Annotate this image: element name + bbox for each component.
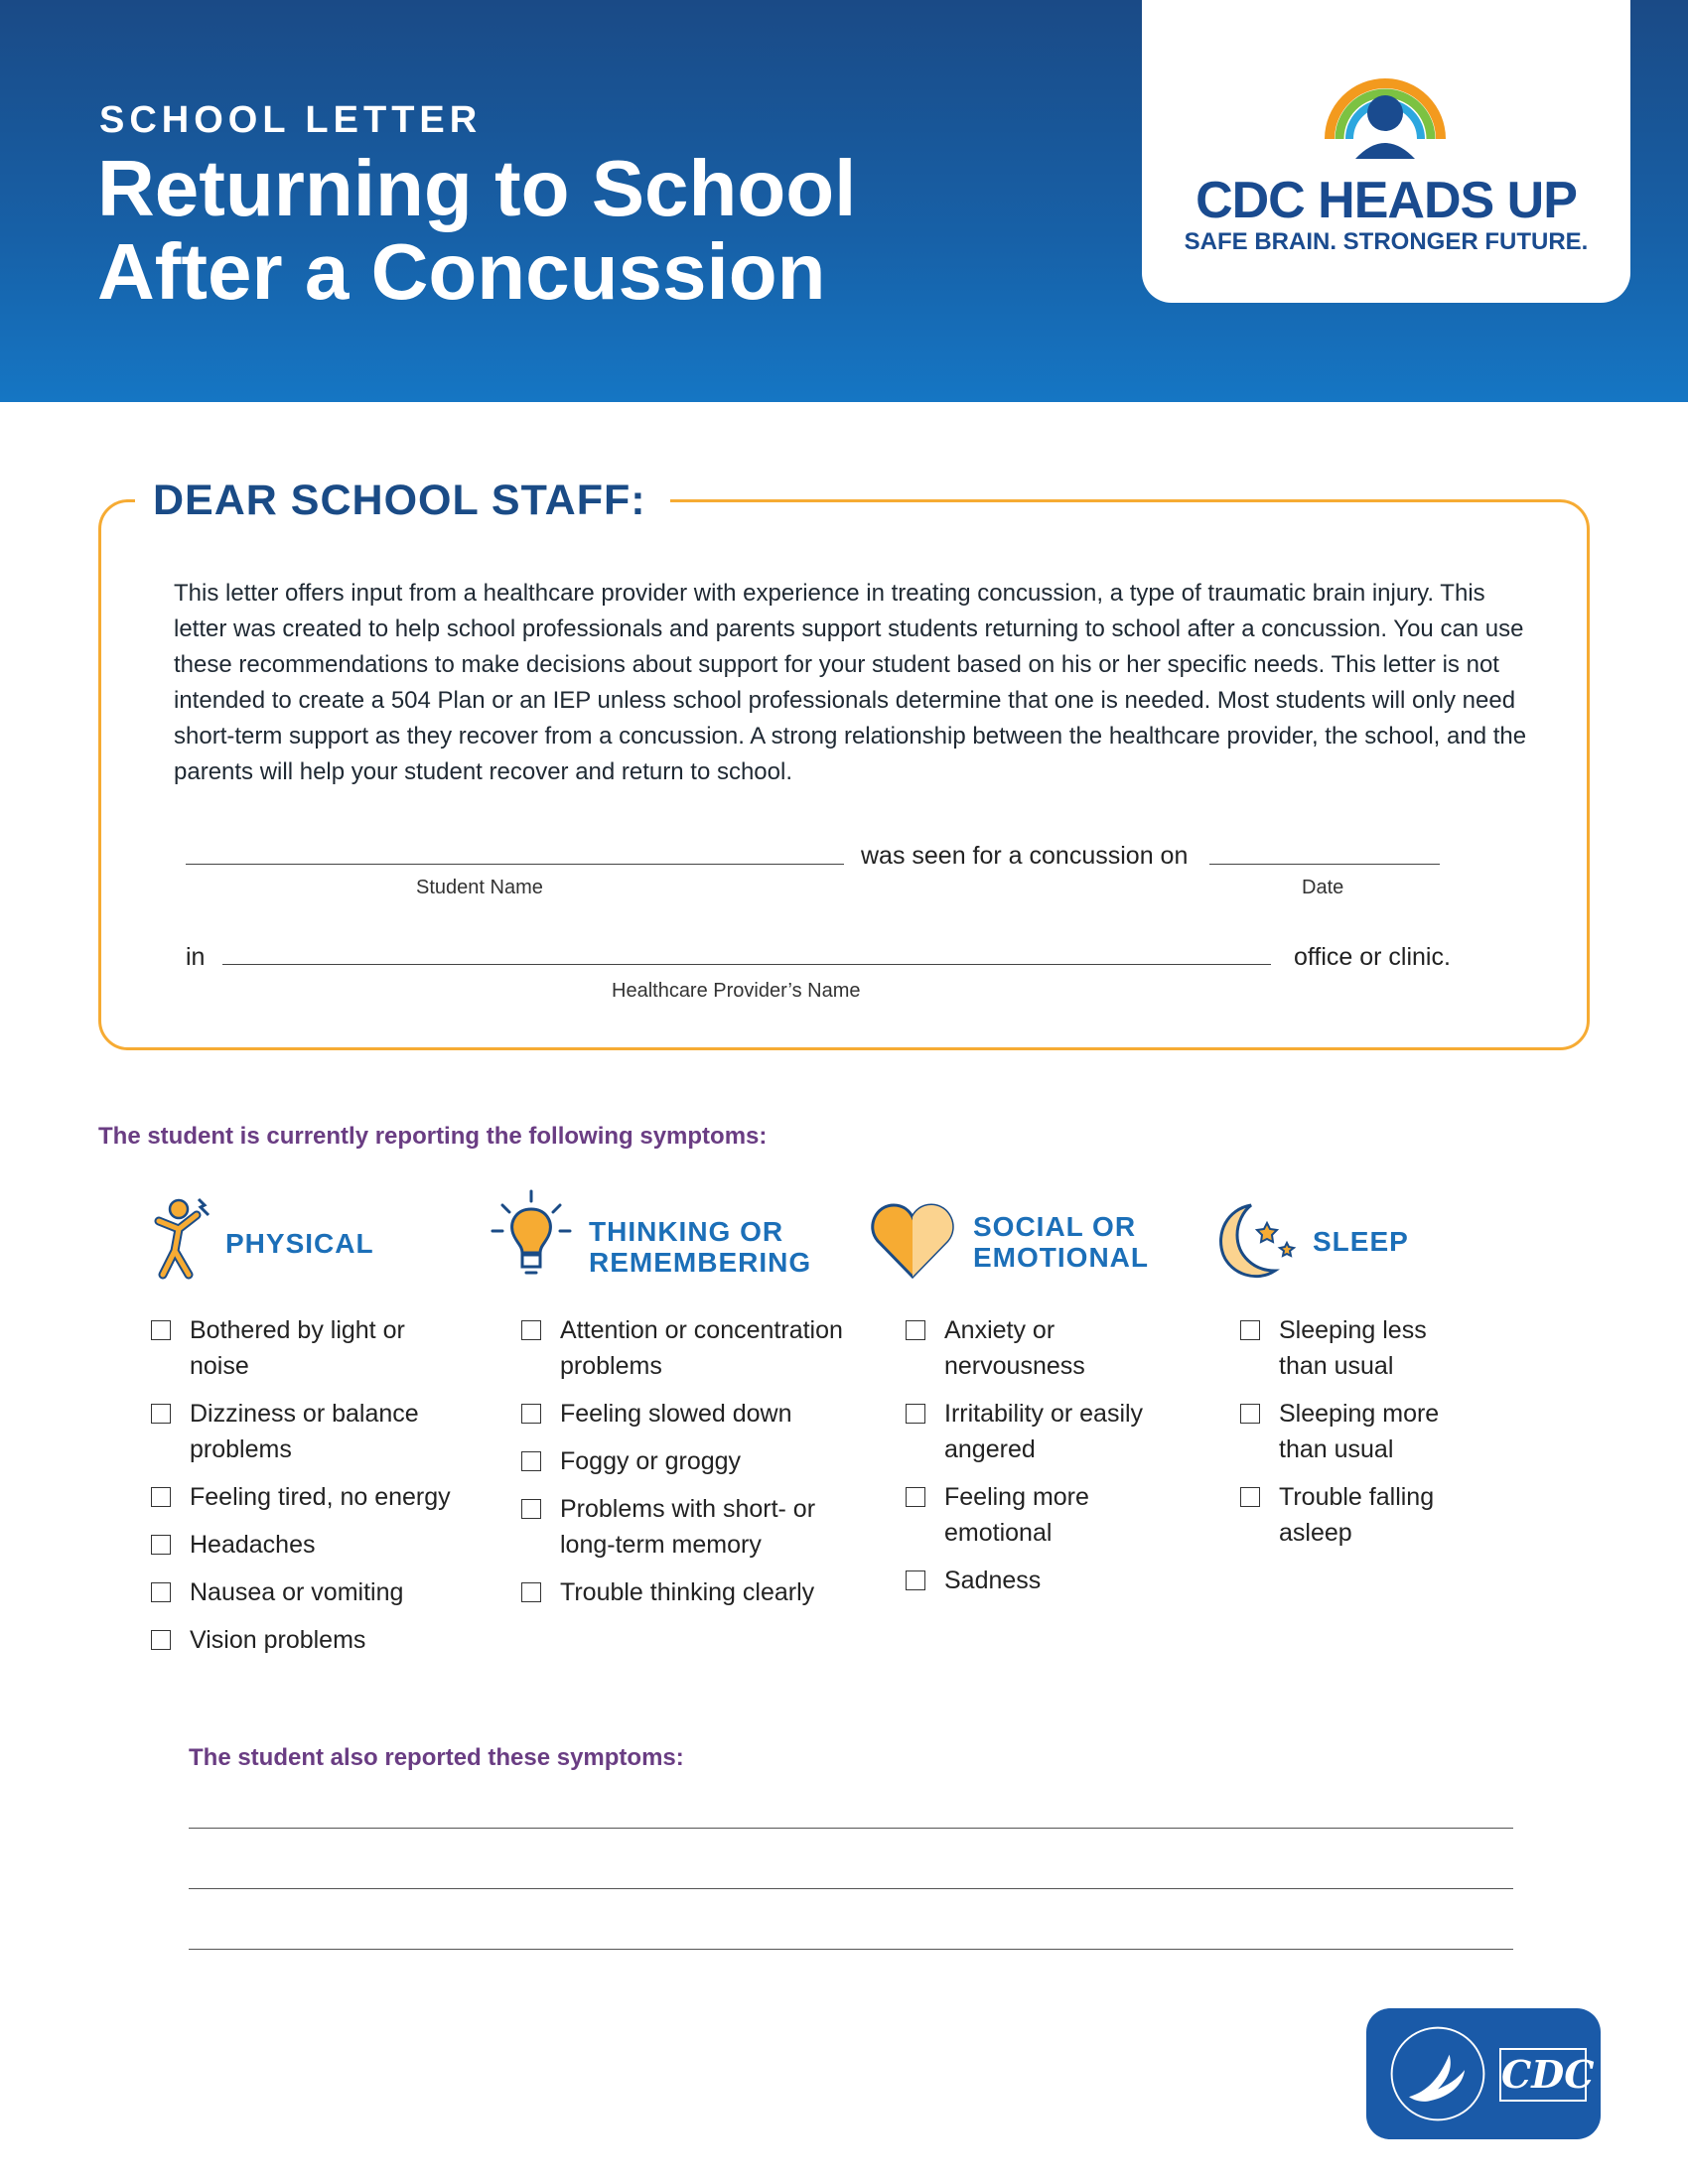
- checklist-item[interactable]: Sleeping less than usual: [1240, 1312, 1538, 1384]
- checkbox[interactable]: [521, 1320, 541, 1340]
- also-reported-heading: The student also reported these symptoms:: [189, 1744, 684, 1771]
- checkbox[interactable]: [906, 1404, 925, 1424]
- heart-icon: [868, 1195, 957, 1285]
- document-title: Returning to School After a Concussion: [97, 144, 857, 316]
- checklist-item[interactable]: Feeling slowed down: [521, 1396, 849, 1432]
- checklist-item[interactable]: Trouble thinking clearly: [521, 1574, 849, 1610]
- symptoms-intro: The student is currently reporting the following symptoms:: [98, 1123, 768, 1150]
- checklist-item[interactable]: Sleeping more than usual: [1240, 1396, 1538, 1467]
- logo-name: CDC HEADS UP: [1196, 172, 1577, 229]
- checklist-item[interactable]: Dizziness or balance problems: [151, 1396, 479, 1467]
- seen-text: was seen for a concussion on: [861, 842, 1189, 870]
- checkbox[interactable]: [151, 1582, 171, 1602]
- social-title: SOCIAL OR EMOTIONAL: [973, 1211, 1149, 1273]
- checkbox[interactable]: [151, 1404, 171, 1424]
- office-text: office or clinic.: [1294, 943, 1451, 971]
- checkbox[interactable]: [906, 1487, 925, 1507]
- provider-name-field[interactable]: [222, 964, 1271, 965]
- thinking-title: THINKING OR REMEMBERING: [589, 1216, 812, 1278]
- checklist-item[interactable]: Feeling more emotional: [906, 1479, 1223, 1551]
- checklist-item[interactable]: Bothered by light or noise: [151, 1312, 479, 1384]
- moon-stars-icon: [1209, 1197, 1299, 1287]
- lightbulb-icon: [487, 1187, 576, 1277]
- staff-letter-body: This letter offers input from a healthcare provider with experience in treating concussion, a type of traumatic brain injury. This letter was created to help school professionals and parents support students returning to school after a concussion. You can use these recommendations to make decisions about support for your student based on his or her specific needs. This letter is not intended to create a 504 Plan or an IEP unless school professionals determine that one is needed. Most students will only need short-term support as they recover from a concussion. A strong relationship between the healthcare provider, the school, and the parents will help your student recover and return to school.: [174, 580, 1527, 785]
- student-name-field[interactable]: [186, 864, 844, 865]
- physical-title: PHYSICAL: [225, 1228, 374, 1259]
- checkbox[interactable]: [521, 1499, 541, 1519]
- checkbox[interactable]: [1240, 1404, 1260, 1424]
- checkbox[interactable]: [151, 1487, 171, 1507]
- social-checklist: [906, 1312, 1223, 1610]
- sleep-title: SLEEP: [1313, 1226, 1409, 1257]
- hhs-cdc-badge: [1366, 2008, 1601, 2139]
- checklist-item[interactable]: Trouble falling asleep: [1240, 1479, 1538, 1551]
- checkbox[interactable]: [521, 1582, 541, 1602]
- checkbox[interactable]: [521, 1404, 541, 1424]
- sleep-checklist: [1240, 1312, 1538, 1563]
- in-text: in: [186, 943, 206, 971]
- checklist-item[interactable]: Problems with short- or long-term memory: [521, 1491, 849, 1563]
- date-field[interactable]: [1209, 864, 1440, 865]
- checkbox[interactable]: [151, 1535, 171, 1555]
- checklist-item[interactable]: Sadness: [906, 1563, 1223, 1598]
- checklist-item[interactable]: Feeling tired, no energy: [151, 1479, 479, 1515]
- checklist-item[interactable]: Headaches: [151, 1527, 479, 1563]
- checklist-item[interactable]: Attention or concentration problems: [521, 1312, 849, 1384]
- checklist-item[interactable]: Nausea or vomiting: [151, 1574, 479, 1610]
- provider-name-label: Healthcare Provider’s Name: [612, 980, 861, 1002]
- checklist-item[interactable]: Anxiety or nervousness: [906, 1312, 1223, 1384]
- checkbox[interactable]: [1240, 1487, 1260, 1507]
- hhs-eagle-icon: [1380, 2016, 1495, 2131]
- person-pain-icon: [139, 1191, 228, 1281]
- additional-symptoms-line[interactable]: [189, 1888, 1513, 1889]
- date-label: Date: [1302, 877, 1344, 898]
- checkbox[interactable]: [906, 1570, 925, 1590]
- checklist-item[interactable]: Irritability or easily angered: [906, 1396, 1223, 1467]
- heads-up-logo-icon: [1316, 48, 1455, 187]
- additional-symptoms-line[interactable]: [189, 1828, 1513, 1829]
- document-eyebrow: SCHOOL LETTER: [99, 99, 483, 141]
- checkbox[interactable]: [521, 1451, 541, 1471]
- thinking-checklist: [521, 1312, 849, 1622]
- additional-symptoms-line[interactable]: [189, 1949, 1513, 1950]
- checkbox[interactable]: [151, 1320, 171, 1340]
- cdc-badge-text: CDC: [1499, 2048, 1587, 2102]
- checkbox[interactable]: [151, 1630, 171, 1650]
- checkbox[interactable]: [1240, 1320, 1260, 1340]
- heads-up-logo: [1142, 0, 1630, 303]
- staff-heading: DEAR SCHOOL STAFF:: [135, 477, 670, 525]
- student-name-label: Student Name: [416, 877, 543, 898]
- checklist-item[interactable]: Vision problems: [151, 1622, 479, 1658]
- checkbox[interactable]: [906, 1320, 925, 1340]
- checklist-item[interactable]: Foggy or groggy: [521, 1443, 849, 1479]
- logo-tagline: SAFE BRAIN. STRONGER FUTURE.: [1184, 228, 1589, 255]
- physical-checklist: [151, 1312, 479, 1670]
